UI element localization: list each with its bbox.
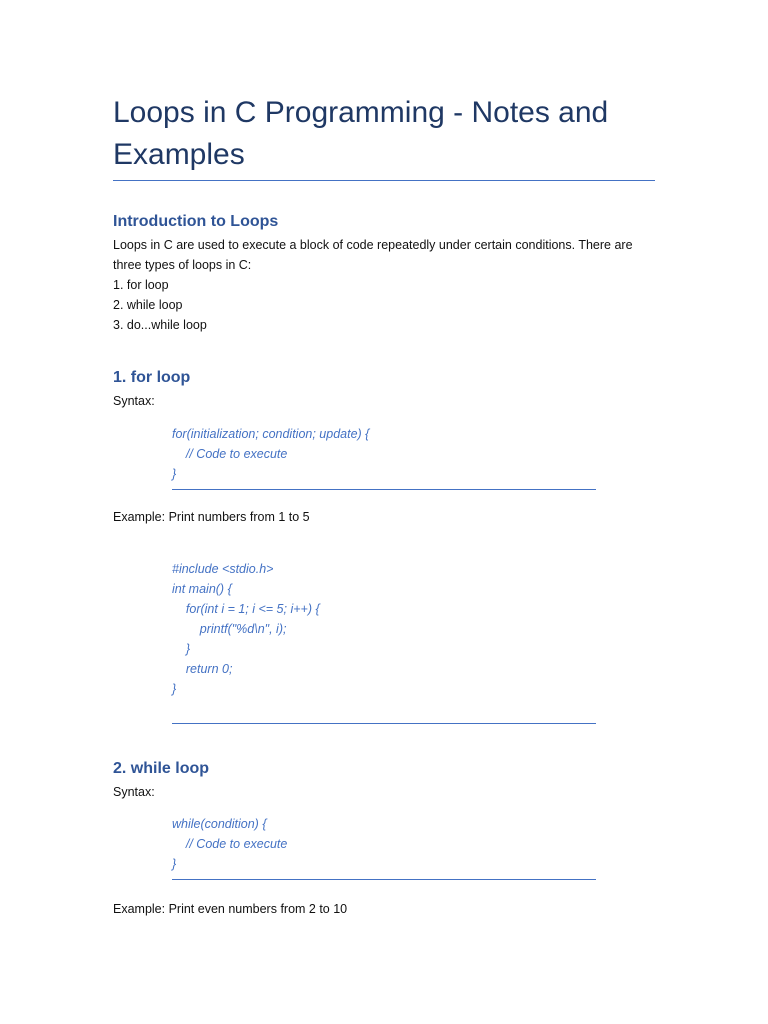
code-line: } (172, 467, 177, 481)
for-example-label: Example: Print numbers from 1 to 5 (113, 510, 310, 524)
code-line: printf("%d\n", i); (172, 622, 287, 636)
intro-heading: Introduction to Loops (113, 213, 279, 230)
document-page (113, 92, 655, 919)
code-line: int main() { (172, 582, 232, 596)
for-syntax-code-block (172, 424, 596, 490)
while-example-label: Example: Print even numbers from 2 to 10 (113, 902, 348, 916)
code-line: // Code to execute (172, 837, 288, 851)
code-line: } (172, 857, 177, 871)
code-line: for(int i = 1; i <= 5; i++) { (172, 602, 320, 616)
while-syntax-label: Syntax: (113, 785, 155, 799)
for-syntax-label: Syntax: (113, 394, 155, 408)
code-line: while(condition) { (172, 817, 267, 831)
intro-list-item: 1. for loop (113, 278, 169, 292)
while-syntax-code-block (172, 814, 596, 880)
for-loop-heading: 1. for loop (113, 369, 191, 386)
code-line: // Code to execute (172, 447, 288, 461)
intro-list-item: 2. while loop (113, 298, 183, 312)
code-line: } (172, 642, 191, 656)
intro-list-item: 3. do...while loop (113, 318, 207, 332)
for-example-code-block (172, 559, 596, 724)
code-line: return 0; (172, 662, 233, 676)
code-line: } (172, 682, 177, 696)
document-title: Loops in C Programming - Notes and Examples (113, 96, 609, 171)
code-line: for(initialization; condition; update) { (172, 427, 370, 441)
code-line: #include <stdio.h> (172, 562, 274, 576)
intro-paragraph: Loops in C are used to execute a block of code repeatedly under certain conditions. There are three types of loops in C: (113, 238, 633, 272)
while-loop-heading: 2. while loop (113, 760, 210, 777)
